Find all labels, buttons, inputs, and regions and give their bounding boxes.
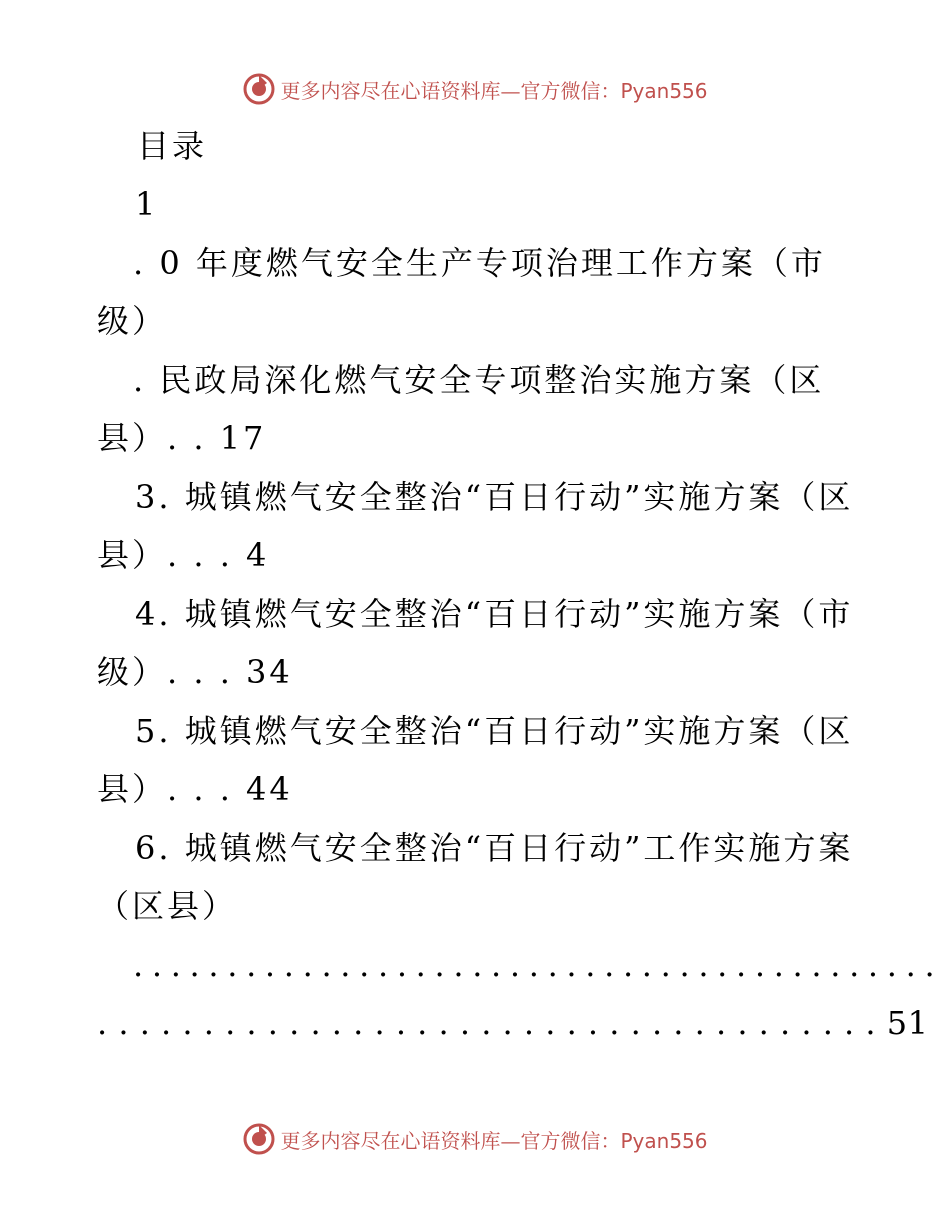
toc-line: 县）. . . 44 [97,770,293,808]
toc-leader-dots: . . . . . . . . . . . . . . . . . . . . . . . . . . . . . . . . . . . . . . . . . . . [133,946,934,984]
toc-line: . 0 年度燃气安全生产专项治理工作方案（市 [133,244,826,282]
header-watermark [0,72,950,106]
footer-watermark [0,1122,950,1156]
logo-icon [242,1122,276,1156]
toc-line: 5. 城镇燃气安全整治“百日行动”实施方案（区 [135,712,854,750]
toc-title: 目录 [137,127,208,165]
toc-line: 4. 城镇燃气安全整治“百日行动”实施方案（市 [135,595,854,633]
watermark-text [280,1125,707,1154]
watermark-label: 更多内容尽在心语资料库—官方微信： [280,78,621,103]
toc-line: （区县） [97,887,238,925]
toc-line: . 民政局深化燃气安全专项整治实施方案（区 [133,361,825,399]
toc-leader-dots: . . . . . . . . . . . . . . . . . . . . . . . . . . . . . . . . . . . . . 51 [97,1004,929,1042]
toc-line: 县）. . . 4 [97,536,270,574]
toc-line: 县）. . 17 [97,419,267,457]
watermark-label: 更多内容尽在心语资料库—官方微信： [280,1128,621,1153]
wechat-id: Pyan556 [620,78,708,103]
toc-line: 6. 城镇燃气安全整治“百日行动”工作实施方案 [135,829,854,867]
wechat-id: Pyan556 [620,1128,708,1153]
toc-line: 级） [97,302,168,340]
watermark-text [280,75,707,104]
toc-line: 级）. . . 34 [97,653,293,691]
logo-icon [242,72,276,106]
toc-line: 3. 城镇燃气安全整治“百日行动”实施方案（区 [135,478,854,516]
toc-line: 1 [135,185,159,223]
